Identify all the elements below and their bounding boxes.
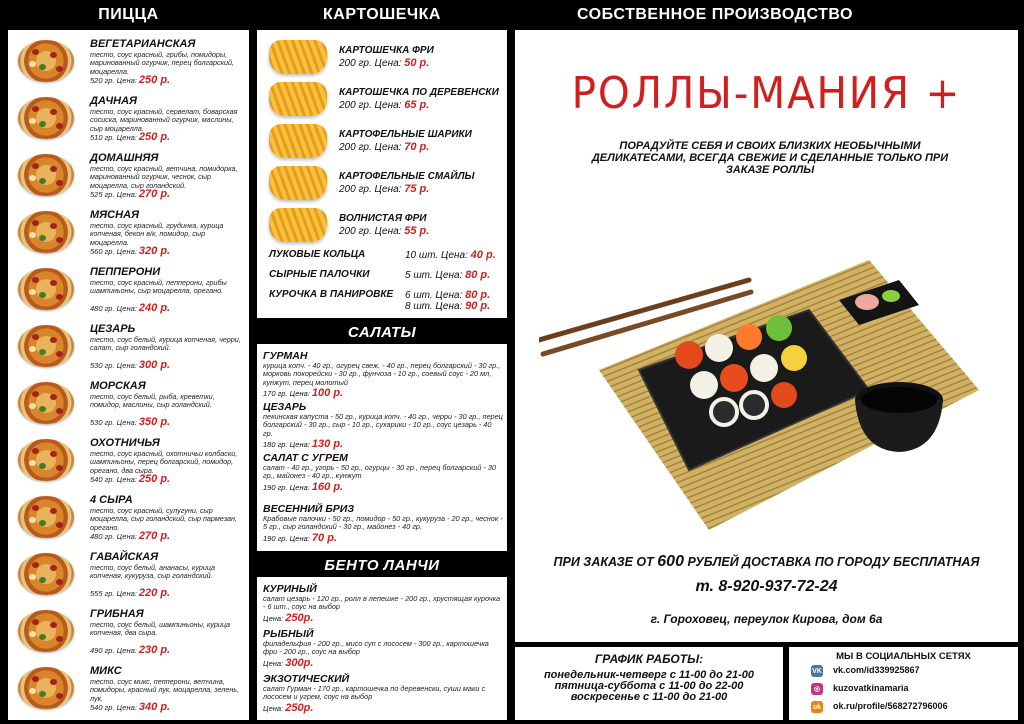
price-label: Цена:	[116, 247, 137, 256]
pizza-image	[18, 40, 74, 82]
extras-price: 80 р.	[465, 289, 491, 301]
pizza-weight: 540 гр.	[90, 475, 115, 484]
brand-logo: РОЛЛЫ-МАНИЯ +	[571, 68, 962, 119]
price-label: Цена:	[289, 533, 310, 543]
price-label: Цена:	[263, 703, 284, 713]
price-label: Цена:	[116, 532, 137, 541]
sushi-illustration	[539, 240, 979, 540]
pizza-image	[18, 97, 74, 139]
pizza-image	[18, 610, 74, 652]
pizza-price: 300 р.	[138, 359, 171, 371]
pizza-item[interactable]	[8, 547, 249, 604]
pizza-price-line	[90, 74, 170, 86]
social-link[interactable]	[811, 682, 1016, 696]
pizza-description: тесто, соус красный, грибы, помидоры, маринованный огурчик, перец болгарский, моцарелла.	[90, 50, 234, 76]
pizza-weight: 540 гр.	[90, 703, 115, 712]
pizza-image	[18, 439, 74, 481]
extras-name: ЛУКОВЫЕ КОЛЬЦА	[269, 249, 366, 260]
fries-weight: 200 гр.	[339, 100, 372, 111]
pizza-image	[18, 325, 74, 367]
pizza-weight: 555 гр.	[90, 589, 115, 598]
social-title: МЫ В СОЦИАЛЬНЫХ СЕТЯХ	[836, 651, 971, 662]
pizza-item[interactable]	[8, 205, 249, 262]
price-label: Цена:	[374, 184, 402, 195]
pizza-item[interactable]	[8, 91, 249, 148]
pizza-price-line	[90, 473, 170, 485]
extras-name: СЫРНЫЕ ПАЛОЧКИ	[269, 269, 370, 280]
fries-panel	[257, 30, 507, 318]
salad-description: Крабовые палочки - 50 гр., помидор - 50 гр., кукуруза - 20 гр., чеснок - 5 гр., сыр голандский - 30 гр., майонез - 40 гр.	[263, 514, 503, 532]
salad-price-line	[263, 438, 503, 450]
pizza-name: ДАЧНАЯ	[90, 95, 138, 107]
price-label: Цена:	[116, 589, 137, 598]
fries-weight: 200 гр.	[339, 184, 372, 195]
pizza-name: ДОМАШНЯЯ	[90, 152, 159, 164]
pizza-description: тесто, соус красный, пепперони, грибы шампиньоны, сыр моцарелла, орегано.	[90, 278, 227, 296]
pizza-price: 270 р.	[138, 188, 171, 200]
fries-price-line	[339, 99, 429, 111]
salad-price: 100 р.	[311, 386, 344, 399]
pizza-price: 270 р.	[138, 530, 171, 542]
fries-weight: 200 гр.	[339, 226, 372, 237]
social-panel	[789, 647, 1018, 720]
odnoklassniki-icon: ok	[811, 701, 823, 713]
price-label: Цена:	[116, 418, 137, 427]
pizza-description: тесто, соус белый, ананасы, курица копченая, кукуруза, сыр голандский.	[90, 563, 216, 581]
fries-name: КАРТОШЕЧКА ПО ДЕРЕВЕНСКИ	[339, 87, 499, 98]
hours-panel	[515, 647, 783, 720]
hours-line: воскресенье с 11-00 до 21-00	[570, 691, 728, 703]
bento-price-line	[263, 612, 503, 624]
extras-item[interactable]	[269, 249, 503, 263]
pizza-price-line	[90, 359, 170, 371]
pizza-name: МЯСНАЯ	[90, 209, 140, 221]
pizza-image	[18, 154, 74, 196]
pizza-item[interactable]	[8, 148, 249, 205]
price-label: Цена:	[116, 304, 137, 313]
pizza-item[interactable]	[8, 604, 249, 661]
price-label: Цена:	[116, 76, 137, 85]
fries-item[interactable]	[257, 120, 507, 164]
salad-price-line	[263, 481, 503, 493]
fries-price: 50 р.	[404, 57, 430, 69]
price-label: Цена:	[263, 658, 284, 668]
price-label: Цена:	[289, 482, 310, 492]
fries-image	[269, 40, 327, 74]
pizza-name: ОХОТНИЧЬЯ	[90, 437, 160, 449]
fries-name: КАРТОФЕЛЬНЫЕ ШАРИКИ	[339, 129, 472, 140]
hours-line: пятница-суббота с 11-00 до 22-00	[554, 680, 744, 692]
extras-price: 40 р.	[470, 249, 496, 261]
pizza-image	[18, 553, 74, 595]
pizza-price: 250 р.	[138, 74, 171, 86]
fries-price-line	[339, 57, 429, 69]
pizza-price: 230 р.	[138, 644, 171, 656]
pizza-description: тесто, соус красный, сулугуни, сыр моцарелла, сыр голандский, сыр пармезан, орегано.	[90, 506, 237, 532]
bento-item[interactable]	[263, 628, 503, 669]
bento-name: КУРИНЫЙ	[263, 583, 317, 595]
bento-description: салат Гурман - 170 гр., картошечка по деревенски, суши маки с лососем и угрем, соус на выбор	[263, 684, 486, 702]
delivery-note: ПРИ ЗАКАЗЕ ОТ 600 РУБЛЕЙ ДОСТАВКА ПО ГОРОДУ БЕСПЛАТНАЯ	[553, 553, 980, 570]
bento-name: РЫБНЫЙ	[263, 628, 314, 640]
bento-panel	[257, 577, 507, 720]
extras-name: КУРОЧКА В ПАНИРОВКЕ	[269, 289, 394, 300]
price-label: Цена:	[289, 439, 310, 449]
pizza-name: ГАВАЙСКАЯ	[90, 551, 159, 563]
salad-weight: 170 гр.	[263, 388, 288, 398]
pizza-price-line	[90, 530, 170, 542]
fries-header: КАРТОШЕЧКА	[323, 6, 441, 23]
price-label: Цена:	[116, 646, 137, 655]
price-label: Цена:	[440, 250, 468, 261]
pizza-price-line	[90, 188, 170, 200]
pizza-item[interactable]	[8, 661, 249, 718]
price-label: Цена:	[435, 290, 463, 301]
fries-image	[269, 208, 327, 242]
salads-header: САЛАТЫ	[347, 323, 417, 341]
fries-price-line	[339, 225, 429, 237]
price-label: Цена:	[116, 361, 137, 370]
salad-name: САЛАТ С УГРЕМ	[263, 452, 348, 464]
extras-price: 90 р.	[465, 300, 491, 312]
pizza-description: тесто, соус белый, шампиньоны, курица копченая, два сыра.	[90, 620, 231, 638]
pizza-description: тесто, соус красный, ветчина, помидорка, маринованный огурчик, чеснок, сыр моцарелла, сыр голандский.	[90, 164, 238, 190]
salad-price-line	[263, 532, 503, 544]
pizza-weight: 530 гр.	[90, 418, 115, 427]
social-link-text: vk.com/id339925867	[833, 665, 920, 675]
pizza-price: 250 р.	[138, 473, 171, 485]
instagram-icon: ◎	[811, 683, 823, 695]
phone-number[interactable]: т. 8-920-937-72-24	[695, 578, 838, 595]
salad-name: ВЕСЕННИЙ БРИЗ	[263, 503, 355, 515]
production-header: СОБСТВЕННОЕ ПРОИЗВОДСТВО	[577, 6, 853, 23]
fries-price: 65 р.	[404, 99, 430, 111]
extras-price: 80 р.	[465, 269, 491, 281]
extras-item[interactable]	[269, 269, 503, 283]
extras-price-line	[405, 249, 496, 261]
fries-price: 55 р.	[404, 225, 430, 237]
pizza-item[interactable]	[8, 262, 249, 319]
salad-item[interactable]	[263, 503, 503, 544]
pizza-price-line	[90, 302, 170, 314]
pizza-item[interactable]	[8, 490, 249, 547]
extras-qty: 5 шт.	[405, 270, 433, 281]
fries-image	[269, 166, 327, 200]
pizza-image	[18, 211, 74, 253]
pizza-weight: 490 гр.	[90, 646, 115, 655]
fries-price-line	[339, 183, 429, 195]
price-label: Цена:	[435, 270, 463, 281]
pizza-weight: 560 гр.	[90, 247, 115, 256]
pizza-weight: 480 гр.	[90, 532, 115, 541]
salad-description: салат - 40 гр., угорь - 50 гр., огурцы - 30 гр., перец болгарский - 30 гр., майонез - 40 гр., кунжут	[263, 463, 496, 481]
pizza-image	[18, 667, 74, 709]
bento-price: 300р.	[285, 656, 314, 669]
pizza-weight: 520 гр.	[90, 76, 115, 85]
fries-price-line	[339, 141, 429, 153]
price-label: Цена:	[374, 142, 402, 153]
bento-price: 250р.	[285, 611, 314, 624]
pizza-price-line	[90, 245, 170, 257]
fries-item[interactable]	[257, 162, 507, 206]
pizza-price: 220 р.	[138, 587, 171, 599]
price-label: Цена:	[374, 226, 402, 237]
bento-price-line	[263, 702, 503, 714]
pizza-name: ПЕППЕРОНИ	[90, 266, 161, 278]
pizza-description: тесто, соус красный, грудинка, курица копченая, бекон в/к, помидор, сыр моцарелла.	[90, 221, 224, 247]
hours-title: ГРАФИК РАБОТЫ:	[594, 652, 704, 666]
price-label: Цена:	[289, 388, 310, 398]
social-link[interactable]	[811, 664, 1016, 678]
salad-description: курица копч. - 40 гр., огурец свеж. - 40 гр., перец болгарский - 30 гр., морковь покорейски - 30 гр., фунчоза - 10 гр., соевый соус - 20 мл, кунжут, перец молотый	[263, 361, 501, 387]
social-link-text: ok.ru/profile/568272796006	[833, 701, 948, 711]
pizza-name: 4 СЫРА	[90, 494, 133, 506]
pizza-panel	[8, 30, 249, 720]
pizza-weight: 525 гр.	[90, 190, 115, 199]
salad-item[interactable]	[263, 401, 503, 450]
pizza-image	[18, 382, 74, 424]
pizza-price-line	[90, 416, 170, 428]
salad-weight: 190 гр.	[263, 482, 288, 492]
fries-name: ВОЛНИСТАЯ ФРИ	[339, 213, 427, 224]
salad-price-line	[263, 387, 503, 399]
salad-name: ГУРМАН	[263, 350, 308, 362]
main-panel	[515, 30, 1018, 642]
fries-weight: 200 гр.	[339, 142, 372, 153]
hours-line: понедельник-четверг с 11-00 до 21-00	[543, 669, 755, 681]
extras-qty: 8 шт.	[405, 301, 433, 312]
pizza-item[interactable]	[8, 319, 249, 376]
pizza-price: 240 р.	[138, 302, 171, 314]
extras-item[interactable]	[269, 300, 503, 314]
salad-price: 130 р.	[311, 437, 344, 450]
pizza-price-line	[90, 131, 170, 143]
extras-qty: 10 шт.	[405, 250, 439, 261]
price-label: Цена:	[374, 58, 402, 69]
pizza-weight: 480 гр.	[90, 304, 115, 313]
bento-name: ЭКЗОТИЧЕСКИЙ	[263, 673, 350, 685]
fries-item[interactable]	[257, 36, 507, 80]
bento-description: салат цезарь - 120 гр., ролл в лепешке - 200 гр., хрустящая курочка - 6 шт., соус на выбор	[263, 594, 501, 612]
pizza-name: МИКС	[90, 665, 122, 677]
price-label: Цена:	[116, 475, 137, 484]
pizza-weight: 510 гр.	[90, 133, 115, 142]
pizza-name: МОРСКАЯ	[90, 380, 146, 392]
price-label: Цена:	[435, 301, 463, 312]
fries-name: КАРТОШЕЧКА ФРИ	[339, 45, 434, 56]
pizza-item[interactable]	[8, 376, 249, 433]
bento-header: БЕНТО ЛАНЧИ	[324, 556, 440, 574]
fries-image	[269, 82, 327, 116]
fries-price: 75 р.	[404, 183, 430, 195]
address: г. Гороховец, переулок Кирова, дом 6а	[650, 612, 883, 626]
pizza-name: ГРИБНАЯ	[90, 608, 144, 620]
fries-price: 70 р.	[404, 141, 430, 153]
pizza-price-line	[90, 587, 170, 599]
salad-item[interactable]	[263, 452, 503, 493]
pizza-description: тесто, соус белый, курица копченая, черри, салат, сыр голандский.	[90, 335, 241, 353]
pizza-item[interactable]	[8, 34, 249, 91]
fries-name: КАРТОФЕЛЬНЫЕ СМАЙЛЫ	[339, 171, 475, 182]
social-link-text: kuzovatkinamaria	[833, 683, 909, 693]
pizza-header: ПИЦЦА	[98, 6, 159, 23]
tagline: ПОРАДУЙТЕ СЕБЯ И СВОИХ БЛИЗКИХ НЕОБЫЧНЫМИ ДЕЛИКАТЕСАМИ, ВСЕГДА СВЕЖИЕ И СДЕЛАННЫЕ ТОЛЬКО ПРИ ЗАКАЗЕ РОЛЛЫ	[591, 140, 949, 176]
pizza-price: 320 р.	[138, 245, 171, 257]
price-label: Цена:	[116, 190, 137, 199]
pizza-name: ЦЕЗАРЬ	[90, 323, 136, 335]
pizza-image	[18, 268, 74, 310]
pizza-weight: 530 гр.	[90, 361, 115, 370]
bento-price-line	[263, 657, 503, 669]
price-label: Цена:	[116, 703, 137, 712]
salad-item[interactable]	[263, 350, 503, 399]
salad-description: пекинская капуста - 50 гр., курица копч. - 40 гр., черри - 30 гр., перец болгарский - 30 гр., сыр - 10 гр., сухарики - 10 гр., соус цезарь - 40 гр.	[263, 412, 503, 438]
fries-item[interactable]	[257, 204, 507, 248]
salads-panel	[257, 344, 507, 551]
extras-price-line	[405, 269, 490, 281]
pizza-price: 350 р.	[138, 416, 171, 428]
pizza-price-line	[90, 701, 170, 713]
bento-price: 250р.	[285, 701, 314, 714]
price-label: Цена:	[263, 613, 284, 623]
bento-item[interactable]	[263, 673, 503, 714]
pizza-price: 250 р.	[138, 131, 171, 143]
bento-item[interactable]	[263, 583, 503, 624]
pizza-name: ВЕГЕТАРИАНСКАЯ	[90, 38, 196, 50]
pizza-description: тесто, соус красный, сервелат, боварская сосиска, маринованный огурчик, маслины, сыр моцарелла.	[90, 107, 238, 133]
salad-weight: 180 гр.	[263, 439, 288, 449]
fries-weight: 200 гр.	[339, 58, 372, 69]
vk-icon: VK	[811, 665, 823, 677]
pizza-price-line	[90, 644, 170, 656]
pizza-description: тесто, соус красный, охотничьи колбаски, шампиньоны, перец болгарский, помидор, орегано, два сыра.	[90, 449, 238, 475]
pizza-description: тесто, соус белый, рыба, креветки, помидор, маслины, сыр голандский.	[90, 392, 215, 410]
extras-price-line	[405, 300, 490, 312]
pizza-image	[18, 496, 74, 538]
social-link[interactable]	[811, 700, 1016, 714]
pizza-price: 340 р.	[138, 701, 171, 713]
fries-image	[269, 124, 327, 158]
salad-name: ЦЕЗАРЬ	[263, 401, 307, 413]
price-label: Цена:	[374, 100, 402, 111]
salad-price: 160 р.	[311, 480, 344, 493]
salad-weight: 190 гр.	[263, 533, 288, 543]
pizza-description: тесто, соус микс, пепперони, ветчина, помидоры, красный лук, моцарелла, зелень, лук.	[90, 677, 240, 703]
extras-qty: 6 шт.	[405, 290, 433, 301]
price-label: Цена:	[116, 133, 137, 142]
fries-item[interactable]	[257, 78, 507, 122]
pizza-item[interactable]	[8, 433, 249, 490]
salad-price: 70 р.	[311, 531, 337, 544]
bento-description: филадельфия - 200 гр., мисо суп с лососем - 300 гр., картошечка фри - 200 гр., соус на выбор	[263, 639, 489, 657]
